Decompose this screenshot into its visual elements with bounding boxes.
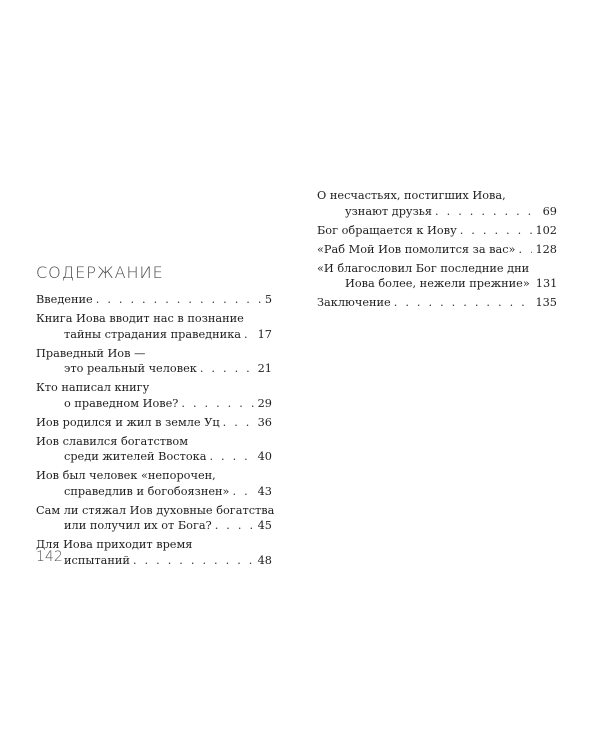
toc-entry-line [36, 361, 272, 377]
toc-entry [36, 346, 272, 377]
toc-entry-line [317, 188, 557, 204]
toc-entry [36, 311, 272, 342]
toc-entry [36, 468, 272, 499]
toc-entry [317, 242, 557, 258]
page-number: 142 [36, 549, 63, 565]
toc-entry-line [36, 327, 272, 343]
toc-entry-text: Иова более, нежели прежние» [345, 277, 530, 291]
toc-entry [36, 537, 272, 568]
toc-entry-text: «И благословил Бог последние дни [317, 261, 530, 275]
toc-entry-text: тайны страдания праведника [64, 327, 241, 341]
toc-entry [36, 380, 272, 411]
toc-page-number: 29 [257, 396, 272, 410]
toc-page-number: 102 [535, 223, 557, 237]
toc-entry-text: Сам ли стяжал Иов духовные богатства [36, 503, 275, 517]
toc-entry-line [36, 553, 272, 569]
toc-leader-dots [209, 449, 254, 465]
toc-entry-line [36, 434, 272, 450]
toc-leader-dots [215, 518, 255, 534]
toc-entry-line [36, 484, 272, 500]
toc-entry-text: Кто написал книгу [36, 381, 150, 395]
toc-entry [317, 188, 557, 219]
toc-entry-text: Иов славился богатством [36, 434, 188, 448]
toc-entry-line [36, 537, 272, 553]
toc-page-number: 21 [257, 362, 272, 376]
toc-entry-line [36, 449, 272, 465]
toc-entry-text: Праведный Иов — [36, 346, 146, 360]
toc-entry-text: Иов родился и жил в земле Уц [36, 415, 220, 429]
toc-leader-dots [435, 204, 540, 220]
toc-left-column [36, 292, 275, 569]
toc-page-number: 131 [535, 277, 558, 291]
toc-entry-text: среди жителей Востока [64, 450, 207, 464]
toc-leader-dots [133, 553, 255, 569]
toc-entry-line [36, 346, 272, 362]
toc-entry-text: Иов был человек «непорочен, [36, 469, 216, 483]
toc-entry-text: или получил их от Бога? [64, 519, 212, 533]
toc-page-number: 40 [257, 450, 272, 464]
toc-entry-text: это реальный человек [64, 362, 197, 376]
toc-entry-line [36, 503, 275, 519]
toc-page-number: 36 [257, 415, 272, 429]
toc-page-number: 17 [257, 327, 272, 341]
toc-leader-dots [394, 295, 533, 311]
toc-leader-dots [244, 327, 255, 343]
toc-page-number: 48 [257, 554, 272, 568]
toc-leader-dots [460, 223, 533, 239]
toc-leader-dots [181, 396, 254, 412]
toc-leader-dots [96, 292, 262, 308]
toc-leader-dots [223, 415, 255, 431]
toc-entry [36, 503, 275, 534]
toc-entry-line [36, 380, 272, 396]
toc-entry-line [317, 223, 557, 239]
toc-entry-text: «Раб Мой Иов помолится за вас» [317, 242, 516, 256]
toc-entry-line [36, 396, 272, 412]
toc-leader-dots [200, 361, 255, 377]
toc-page-number: 128 [535, 242, 557, 256]
toc-page-number: 5 [264, 293, 272, 306]
toc-page-number: 69 [542, 204, 557, 218]
toc-entry-line [317, 276, 557, 292]
toc-page-number: 135 [535, 296, 557, 310]
toc-entry-line [317, 261, 557, 277]
toc-entry-text: испытаний [64, 554, 130, 568]
toc-entry-text: О несчастьях, постигших Иова, [317, 189, 506, 202]
toc-entry [317, 261, 557, 292]
toc-page-number: 43 [257, 484, 272, 498]
toc-entry-line [36, 292, 272, 308]
toc-page-number: 45 [257, 519, 272, 533]
toc-entry-line [36, 468, 272, 484]
toc-entry [36, 434, 272, 465]
toc-entry-text: Бог обращается к Иову [317, 223, 457, 237]
toc-entry [36, 292, 272, 308]
toc-entry-line [36, 311, 272, 327]
toc-entry-line [317, 204, 557, 220]
toc-entry [317, 223, 557, 239]
toc-entry-line [36, 415, 272, 431]
toc-entry-text: о праведном Иове? [64, 396, 179, 410]
toc-entry-text: узнают друзья [345, 204, 433, 218]
toc-entry-line [36, 518, 272, 534]
toc-entry-text: Книга Иова вводит нас в познание [36, 311, 244, 325]
toc-entry-line [317, 242, 557, 258]
toc-entry-text: Для Иова приходит время [36, 538, 193, 552]
toc-leader-dots [518, 242, 532, 258]
toc-entry-text: справедлив и богобоязнен» [64, 484, 230, 498]
toc-entry-line [317, 295, 557, 311]
toc-leader-dots [232, 484, 254, 500]
toc-entry-text: Введение [36, 293, 93, 306]
toc-entry [317, 295, 557, 311]
toc-entry [36, 415, 272, 431]
toc-title: СОДЕРЖАНИЕ [36, 263, 164, 282]
toc-entry-text: Заключение [317, 296, 391, 310]
toc-right-column [317, 188, 557, 311]
